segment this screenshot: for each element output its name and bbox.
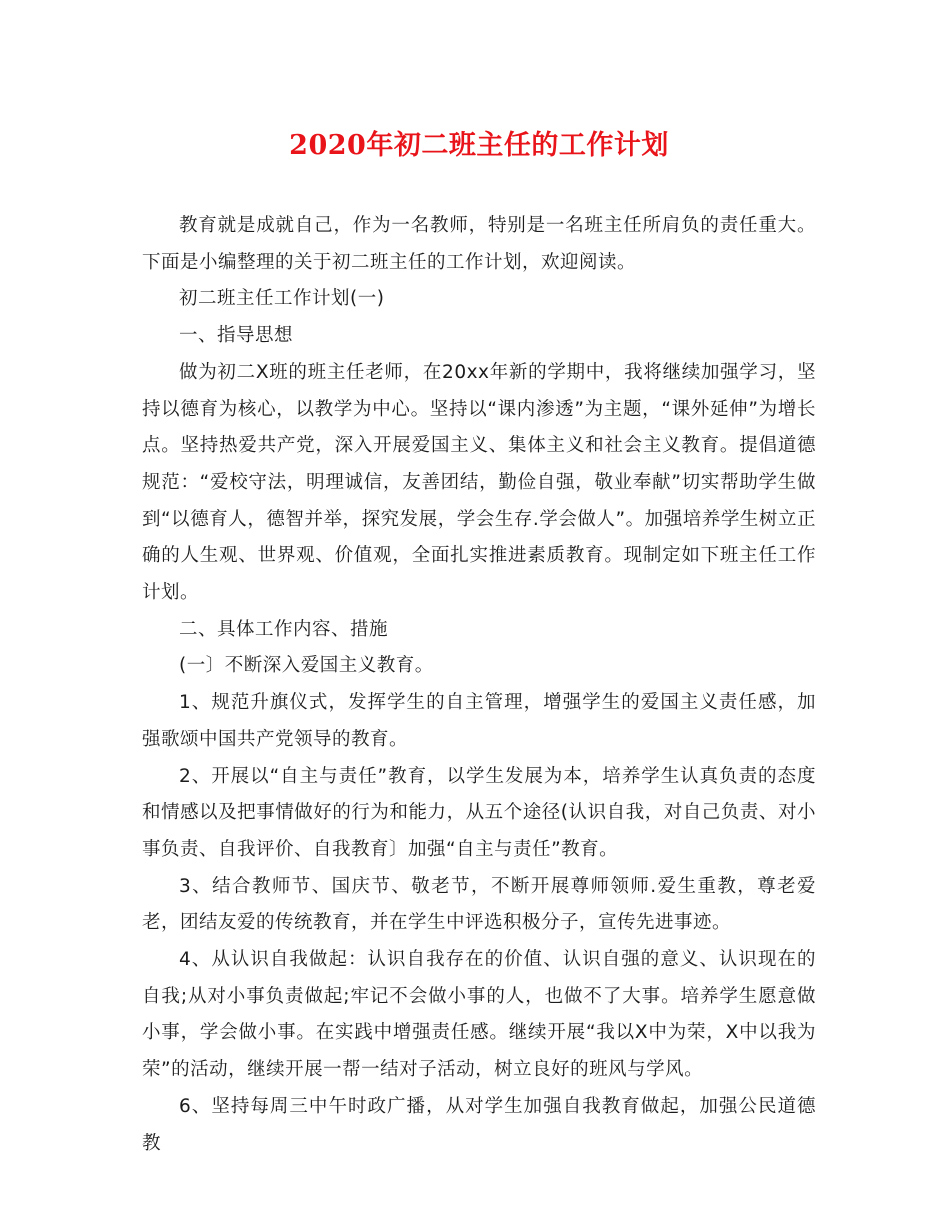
intro-paragraph: 教育就是成就自己，作为一名教师，特别是一名班主任所肩负的责任重大。下面是小编整理的关于初二班主任的工作计划，欢迎阅读。 (142, 215, 816, 273)
list-item-6: 6、坚持每周三中午时政广播，从对学生加强自我教育做起，加强公民道德教 (142, 1095, 816, 1154)
section-heading-guiding-thought: 一、指导思想 (179, 325, 294, 347)
list-item-1: 1、规范升旗仪式，发挥学生的自主管理，增强学生的爱国主义责任感，加强歌颂中国共产党领导的教育。 (142, 692, 816, 750)
subsection-heading-patriotic-education: (一〕不断深入爱国主义教育。 (179, 655, 434, 677)
list-item-3: 3、结合教师节、国庆节、敬老节，不断开展尊师领师.爱生重教，尊老爱老，团结友爱的传统教育，并在学生中评选积极分子，宣传先进事迹。 (142, 875, 816, 934)
document-body (142, 208, 816, 1162)
list-item-2: 2、开展以“自主与责任”教育，以学生发展为本，培养学生认真负责的态度和情感以及把事情做好的行为和能力，从五个途径(认识自我，对自己负责、对小事负责、自我评价、自我教育〕加强“自主与责任”教育。 (142, 765, 816, 860)
guiding-thought-paragraph: 做为初二X班的班主任老师，在20xx年新的学期中，我将继续加强学习，坚持以德育为核心，以教学为中心。坚持以“课内渗透”为主题，“课外延伸”为增长点。坚持热爱共产党，深入开展爱国主义、集体主义和社会主义教育。提倡道德规范：“爱校守法，明理诚信，友善团结，勤俭自强，敬业奉献”切实帮助学生做到“以德育人，德智并举，探究发展，学会生存.学会做人”。加强培养学生树立正确的人生观、世界观、价值观，全面扎实推进素质教育。现制定如下班主任工作计划。 (142, 361, 816, 604)
document-title: 2020年初二班主任的工作计划 (289, 130, 669, 161)
plan-heading: 初二班主任工作计划(一) (179, 288, 385, 310)
list-item-4: 4、从认识自我做起：认识自我存在的价值、认识自强的意义、认识现在的自我;从对小事负责做起;牢记不会做小事的人，也做不了大事。培养学生愿意做小事，学会做小事。在实践中增强责任感。继续开展“我以X中为荣，X中以我为荣”的活动，继续开展一帮一结对子活动，树立良好的班风与学风。 (142, 949, 816, 1081)
section-heading-work-content: 二、具体工作内容、措施 (179, 618, 389, 640)
